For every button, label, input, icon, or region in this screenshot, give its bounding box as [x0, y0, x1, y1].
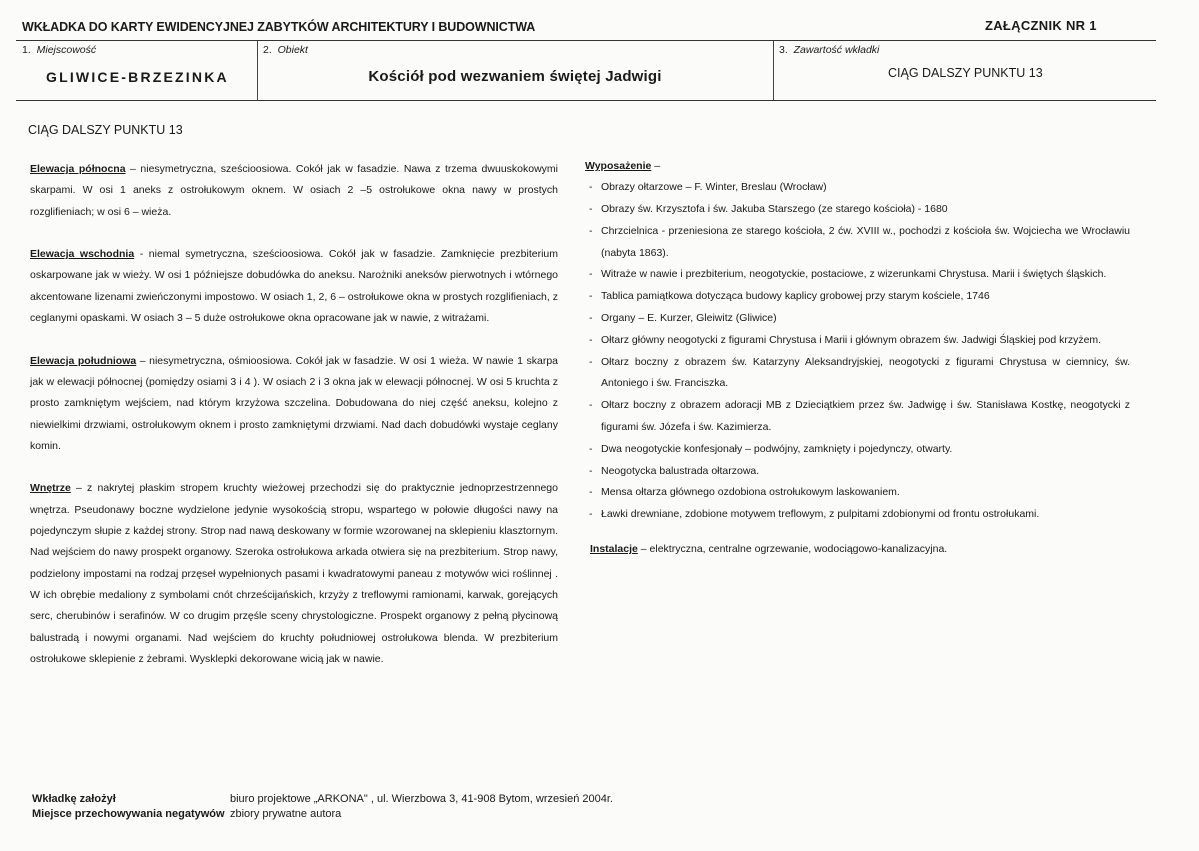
- footer-label: Miejsce przechowywania negatywów: [32, 808, 225, 820]
- list-item: - Mensa ołtarza głównego ozdobiona ostrołukowym laskowaniem.: [589, 486, 900, 499]
- list-item: - Tablica pamiątkowa dotycząca budowy kaplicy grobowej przy starym kościele, 1746: [589, 290, 990, 303]
- footer-label: Wkładkę założył: [32, 793, 116, 805]
- section-text: – z nakrytej płaskim stropem kruchty wieżowej przechodzi się do praktycznie jednoprzestrzennego wnętrza. Pseudonawy boczne wydzielone jedynie wysokością stropu, wspartego w połowie długości nawy na pojedynczym słupie z każdej strony. Strop nad nawą deskowany w formie wzorowanej na sklepieniu klasztornym. Nad wejściem do nawy prospekt organowy. Szeroka ostrołukowa arkada otwiera się na prezbiterium. Strop nawy, podzielony impostami na rodzaj przęseł wypełnionych pasami i kwadratowymi paneau z motywów wici roślinnej . W ich obrębie medaliony z symbolami cnót chrześcijańskich, krzyży z treflowymi ramionami, karwak, gorejących serc, cherubinów i serafinów. W co drugim przęśle sceny chrystologiczne. Prospekt organowy z pełną płycinową balustradą i nowymi organami. Nad wejściem do kruchty południowej ostrołukowa blenda. W prezbiterium ostrołukowe sklepienie z żebrami. Wysklepki dekorowane wicią jak w nawie.: [30, 482, 558, 665]
- equipment-heading-line: [585, 156, 1130, 177]
- section-subtitle: CIĄG DALSZY PUNKTU 13: [28, 123, 183, 137]
- footer-row: [32, 807, 613, 822]
- list-item: - Ławki drewniane, zdobione motywem treflowym, z pulpitami zdobionymi od frontu ostrołukami.: [589, 508, 1040, 521]
- equipment-heading-suffix: –: [651, 160, 661, 172]
- field-object: [257, 41, 774, 100]
- field-insert-content: [773, 41, 1156, 100]
- section-south-elevation: [30, 351, 558, 457]
- list-item: - Organy – E. Kurzer, Gleiwitz (Gliwice): [589, 312, 777, 325]
- field-label: Miejscowość: [36, 44, 97, 56]
- list-item: - Witraże w nawie i prezbiterium, neogotyckie, postaciowe, z wizerunkami Chrystusa. Marii i świętych śląskich.: [589, 268, 1107, 281]
- insert-content-value: CIĄG DALSZY PUNKTU 13: [888, 66, 1043, 80]
- section-text: - niemal symetryczna, sześcioosiowa. Cokół jak w fasadzie. Zamknięcie prezbiterium oskarpowane jak w wieży. W osi 1 późniejsze dobudówka do aneksu. Narożniki aneksów pierwotnych i wtórnego akcentowane lizenami zwieńczonymi impostowo. W osiach 1, 2, 6 – ostrołukowe okna w prostych rozglifieniach, z ceglanymi opaskami. W osiach 3 – 5 duże ostrołukowe okna opracowane jak w nawie, z witrażami.: [30, 248, 558, 325]
- equipment-column: [585, 156, 1130, 560]
- footer-row: [32, 792, 613, 807]
- list-item: - Neogotycka balustrada ołtarzowa.: [589, 464, 760, 477]
- section-text: – niesymetryczna, ośmioosiowa. Cokół jak w fasadzie. W osi 1 wieża. W nawie 1 skarpa jak w elewacji północnej (pomiędzy osiami 3 i 4 ). W osiach 2 i 3 okna jak w elewacji północnej. W osi 5 kruchta z prosto zamkniętym wejściem, nad którym krzyżowa szczelina. Dobudowana do niej część aneksu, kolejno z niewielkimi drzwiami, ostrołukowym oknem i prosto zamkniętymi drzwiami. Nad dach dobudówki wystaje ceglany komin.: [30, 354, 558, 452]
- field-label: Obiekt: [277, 44, 308, 56]
- section-heading: Elewacja wschodnia: [30, 248, 135, 261]
- field-label: Zawartość wkładki: [793, 44, 880, 56]
- list-item: - Ołtarz główny neogotycki z figurami Chrystusa i Marii i głównym obrazem św. Jadwigi Śląskiej pod krzyżem.: [589, 333, 1102, 346]
- list-item: - Obrazy ołtarzowe – F. Winter, Breslau (Wrocław): [589, 181, 827, 194]
- footer-value: biuro projektowe „ARKONA" , ul. Wierzbowa 3, 41-908 Bytom, wrzesień 2004r.: [230, 793, 613, 805]
- list-item: - Ołtarz boczny z obrazem św. Katarzyny Aleksandryjskiej, neogotycki z figurami Chrystusa w ciemnicy, św. Antoniego i św. Franciszka.: [589, 355, 1130, 390]
- header-fields-box: [16, 40, 1156, 101]
- section-east-elevation: [30, 244, 558, 329]
- list-item: - Chrzcielnica - przeniesiona ze starego kościoła, 2 ćw. XVIII w., pochodzi z kościoła św. Wojciecha we Wrocławiu (nabyta 1863).: [589, 224, 1130, 259]
- footer-value: zbiory prywatne autora: [230, 808, 342, 820]
- document-title: WKŁADKA DO KARTY EWIDENCYJNEJ ZABYTKÓW ARCHITEKTURY I BUDOWNICTWA: [22, 20, 536, 34]
- field-number: 3.: [779, 44, 788, 56]
- section-north-elevation: [30, 159, 558, 223]
- section-interior: [30, 478, 558, 670]
- list-item: - Dwa neogotyckie konfesjonały – podwójny, zamknięty i pojedynczy, otwarty.: [589, 442, 953, 455]
- list-item: - Obrazy św. Krzysztofa i św. Jakuba Starszego (ze starego kościoła) - 1680: [589, 203, 948, 216]
- field-number: 2.: [263, 44, 272, 56]
- object-value: Kościół pod wezwaniem świętej Jadwigi: [368, 68, 662, 85]
- footer: [32, 792, 613, 822]
- locality-value: GLIWICE-BRZEZINKA: [46, 69, 229, 85]
- field-number: 1.: [22, 44, 31, 56]
- installations-text: – elektryczna, centralne ogrzewanie, wodociągowo-kanalizacyjna.: [637, 543, 948, 556]
- list-item: - Ołtarz boczny z obrazem adoracji MB z Dzieciątkiem przez św. Jadwigę i św. Stanisława Kostkę, neogotycki z figurami św. Józefa i św. Kazimierza.: [589, 399, 1130, 434]
- field-locality: [16, 41, 258, 100]
- attachment-label: ZAŁĄCZNIK NR 1: [985, 18, 1097, 33]
- section-heading: Elewacja południowa: [30, 354, 137, 367]
- equipment-list: [585, 177, 1130, 526]
- description-column: [30, 159, 558, 691]
- section-heading: Elewacja północna: [30, 163, 126, 175]
- equipment-heading: Wyposażenie: [585, 160, 652, 172]
- section-heading: Wnętrze: [30, 482, 71, 495]
- section-text: – niesymetryczna, sześcioosiowa. Cokół jak w fasadzie. Nawa z trzema dwuuskokowymi skarpami. W osi 1 aneks z ostrołukowym oknem. W osiach 2 –5 ostrołukowe okna nawy w prostych rozglifieniach; w osi 6 – wieża.: [30, 163, 558, 218]
- installations-line: [590, 539, 1130, 560]
- installations-heading: Instalacje: [590, 543, 638, 556]
